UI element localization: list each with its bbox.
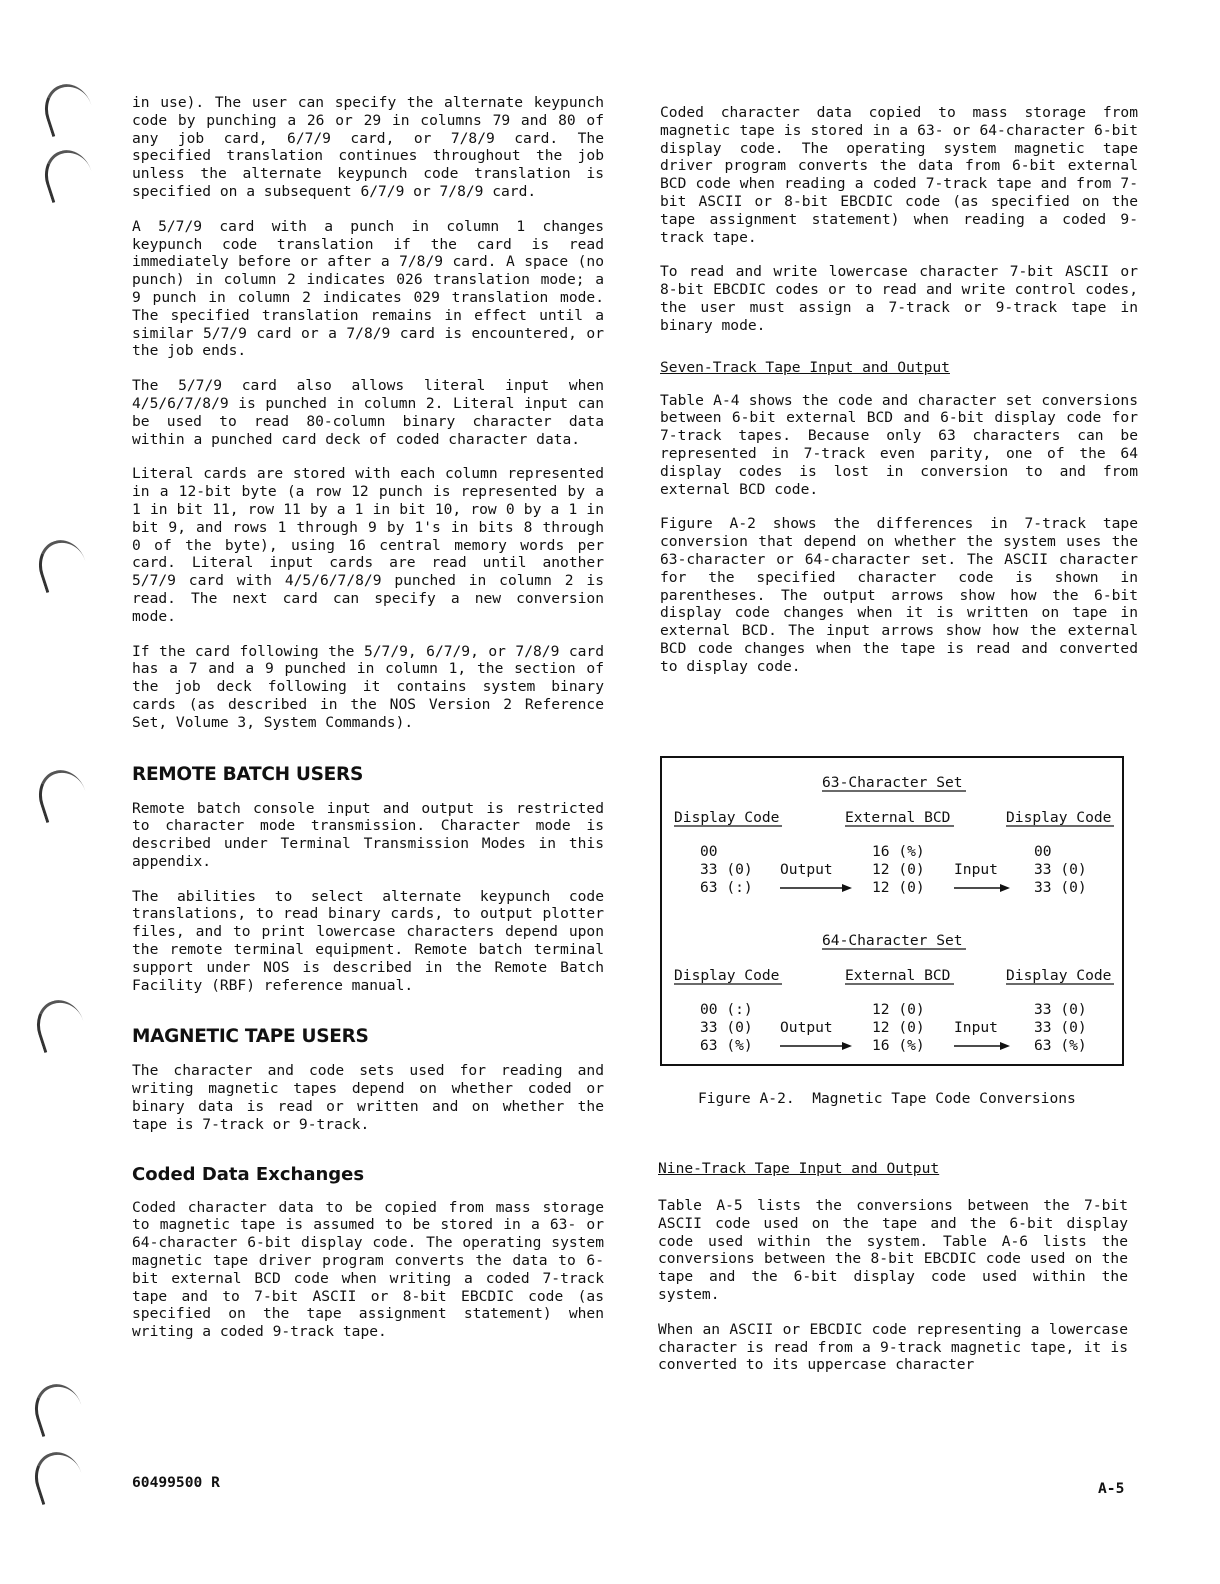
set63-output-label: Output bbox=[780, 861, 833, 878]
section-heading-magnetic-tape: MAGNETIC TAPE USERS bbox=[132, 1026, 369, 1048]
set64-title: 64-Character Set bbox=[822, 932, 963, 949]
set64-col-display-left: Display Code bbox=[674, 967, 780, 984]
punch-hole-icon bbox=[28, 1446, 87, 1505]
paragraph: Table A-5 lists the conversions between the 7-bit ASCII code used on the tape and the 6-bit display code used within the system. Table A-6 lists the conversions between the 8-bit EBCDIC code used on the tape and the 6-bit display code used within the system. bbox=[658, 1197, 1128, 1303]
paragraph: Coded character data to be copied from mass storage to magnetic tape is assumed to be stored in a 63- or 64-character 6-bit display code. The operating system magnetic tape driver program converts the data to 6-bit external BCD code when writing a coded 7-track tape and to 7-bit ASCII or 8-bit EBCDIC code (as specified on the tape assignment statement) when writing a coded 9-track tape. bbox=[132, 1198, 604, 1341]
set63-mid-1: 16 (%) bbox=[872, 843, 925, 860]
punch-hole-icon bbox=[38, 78, 97, 137]
punch-hole-icon bbox=[30, 994, 89, 1053]
left-column bbox=[132, 94, 604, 1358]
figure-caption: Figure A-2. Magnetic Tape Code Conversions bbox=[698, 1090, 1076, 1107]
right-column-top bbox=[660, 104, 1138, 693]
set63-mid-2: 12 (0) bbox=[872, 861, 925, 878]
figure-code-conversions bbox=[660, 756, 1124, 1066]
set64-mid-1: 12 (0) bbox=[872, 1001, 925, 1018]
set64-mid-3: 16 (%) bbox=[872, 1037, 925, 1054]
paragraph: Literal cards are stored with each column represented in a 12-bit byte (a row 12 punch is represented by a 1 in bit 11, row 11 by a 1 in bit 10, row 0 by a 1 in bit 9, and rows 1 through 9 by 1's in bits 8 through 0 of the byte), using 16 central memory words per card. Literal input cards are read until another 5/7/9 card with 4/5/6/7/8/9 punched in column 2 is read. The next card can specify a new conversion mode. bbox=[132, 465, 604, 625]
set64-right-3: 63 (%) bbox=[1034, 1037, 1087, 1054]
punch-hole-icon bbox=[32, 534, 91, 593]
paragraph: A 5/7/9 card with a punch in column 1 changes keypunch code translation if the card is read immediately before or after a 7/8/9 card. A space (no punch) in column 2 indicates 026 translation mode; a 9 punch in column 2 indicates 029 translation mode. The specified translation remains in effect until a similar 5/7/9 card or a 7/8/9 card is encountered, or the job ends. bbox=[132, 217, 604, 360]
paragraph: The 5/7/9 card also allows literal input when 4/5/6/7/8/9 is punched in column 2. Literal input can be used to read 80-column binary character data within a punched card deck of coded character data. bbox=[132, 377, 604, 448]
document-number: 60499500 R bbox=[132, 1474, 220, 1491]
arrow-right-icon bbox=[1000, 1042, 1010, 1050]
set63-left-2: 33 (0) bbox=[700, 861, 753, 878]
paragraph: If the card following the 5/7/9, 6/7/9, or 7/8/9 card has a 7 and a 9 punched in column 1, the section of the job deck following it contains system binary cards (as described in the NOS Version 2 Reference Set, Volume 3, System Commands). bbox=[132, 642, 604, 731]
set64-left-3: 63 (%) bbox=[700, 1037, 753, 1054]
set63-left-3: 63 (:) bbox=[700, 879, 753, 896]
subsection-heading-coded-data: Coded Data Exchanges bbox=[132, 1163, 365, 1185]
set63-right-2: 33 (0) bbox=[1034, 861, 1087, 878]
paragraph: Coded character data copied to mass storage from magnetic tape is stored in a 63- or 64-character 6-bit display code. The operating system magnetic tape driver program converts the data from 6-bit external BCD code when reading a coded 7-track tape and from 7-bit ASCII or 8-bit EBCDIC code (as specified on the tape assignment statement) when reading a coded 9-track tape. bbox=[660, 104, 1138, 246]
figure-diagram bbox=[662, 758, 1126, 1068]
paragraph: To read and write lowercase character 7-bit ASCII or 8-bit EBCDIC codes or to read and write control codes, the user must assign a 7-track or 9-track tape in binary mode. bbox=[660, 263, 1138, 334]
set63-col-bcd: External BCD bbox=[845, 809, 951, 826]
paragraph: The abilities to select alternate keypunch code translations, to read binary cards, to output plotter files, and to print lowercase characters depend upon the remote terminal equipment. Remote batch terminal support under NOS is described in the Remote Batch Facility (RBF) reference manual. bbox=[132, 887, 604, 994]
set64-input-label: Input bbox=[954, 1019, 998, 1036]
set64-right-1: 33 (0) bbox=[1034, 1001, 1087, 1018]
set64-mid-2: 12 (0) bbox=[872, 1019, 925, 1036]
set64-left-2: 33 (0) bbox=[700, 1019, 753, 1036]
subsection-heading-nine-track: Nine-Track Tape Input and Output bbox=[658, 1160, 940, 1177]
section-heading-remote-batch: REMOTE BATCH USERS bbox=[132, 763, 363, 785]
paragraph: Figure A-2 shows the differences in 7-track tape conversion that depend on whether the system uses the 63-character or 64-character set. The ASCII character for the specified character code is shown in parentheses. The output arrows show how the 6-bit display code changes when it is written on tape in external BCD. The input arrows show how the external BCD code changes when the tape is read and converted to display code. bbox=[660, 515, 1138, 675]
set63-right-1: 00 bbox=[1034, 843, 1052, 860]
subsection-heading-seven-track: Seven-Track Tape Input and Output bbox=[660, 358, 950, 376]
set63-col-display-right: Display Code bbox=[1006, 809, 1112, 826]
set63-col-display-left: Display Code bbox=[674, 809, 780, 826]
page-number: A-5 bbox=[1098, 1480, 1125, 1497]
set63-left-1: 00 bbox=[700, 843, 718, 860]
paragraph: Remote batch console input and output is restricted to character mode transmission. Character mode is described under Terminal Transmission Modes in this appendix. bbox=[132, 799, 604, 870]
punch-hole-icon bbox=[28, 1378, 87, 1437]
punch-hole-icon bbox=[38, 144, 97, 203]
set63-input-label: Input bbox=[954, 861, 998, 878]
set63-right-3: 33 (0) bbox=[1034, 879, 1087, 896]
arrow-right-icon bbox=[842, 884, 852, 892]
set64-output-label: Output bbox=[780, 1019, 833, 1036]
arrow-right-icon bbox=[1000, 884, 1010, 892]
right-column-bottom bbox=[658, 1160, 1128, 1391]
paragraph: The character and code sets used for reading and writing magnetic tapes depend on whether coded or binary data is read or written and on whether the tape is 7-track or 9-track. bbox=[132, 1062, 604, 1133]
set64-col-bcd: External BCD bbox=[845, 967, 951, 984]
set63-title: 63-Character Set bbox=[822, 774, 963, 791]
set64-left-1: 00 (:) bbox=[700, 1001, 753, 1018]
punch-hole-icon bbox=[32, 764, 91, 823]
set63-mid-3: 12 (0) bbox=[872, 879, 925, 896]
arrow-right-icon bbox=[842, 1042, 852, 1050]
set64-col-display-right: Display Code bbox=[1006, 967, 1112, 984]
paragraph: When an ASCII or EBCDIC code representing a lowercase character is read from a 9-track magnetic tape, it is converted to its uppercase character bbox=[658, 1320, 1128, 1374]
paragraph: in use). The user can specify the alternate keypunch code by punching a 26 or 29 in columns 79 and 80 of any job card, 6/7/9 card, or 7/8/9 card. The specified translation continues throughout the job unless the alternate keypunch code translation is specified on a subsequent 6/7/9 or 7/8/9 card. bbox=[132, 94, 604, 200]
paragraph: Table A-4 shows the code and character set conversions between 6-bit external BCD and 6-bit display code for 7-track tapes. Because only 63 characters can be represented in 7-track even parity, one of the 64 display codes is lost in conversion to and from external BCD code. bbox=[660, 391, 1138, 498]
set64-right-2: 33 (0) bbox=[1034, 1019, 1087, 1036]
